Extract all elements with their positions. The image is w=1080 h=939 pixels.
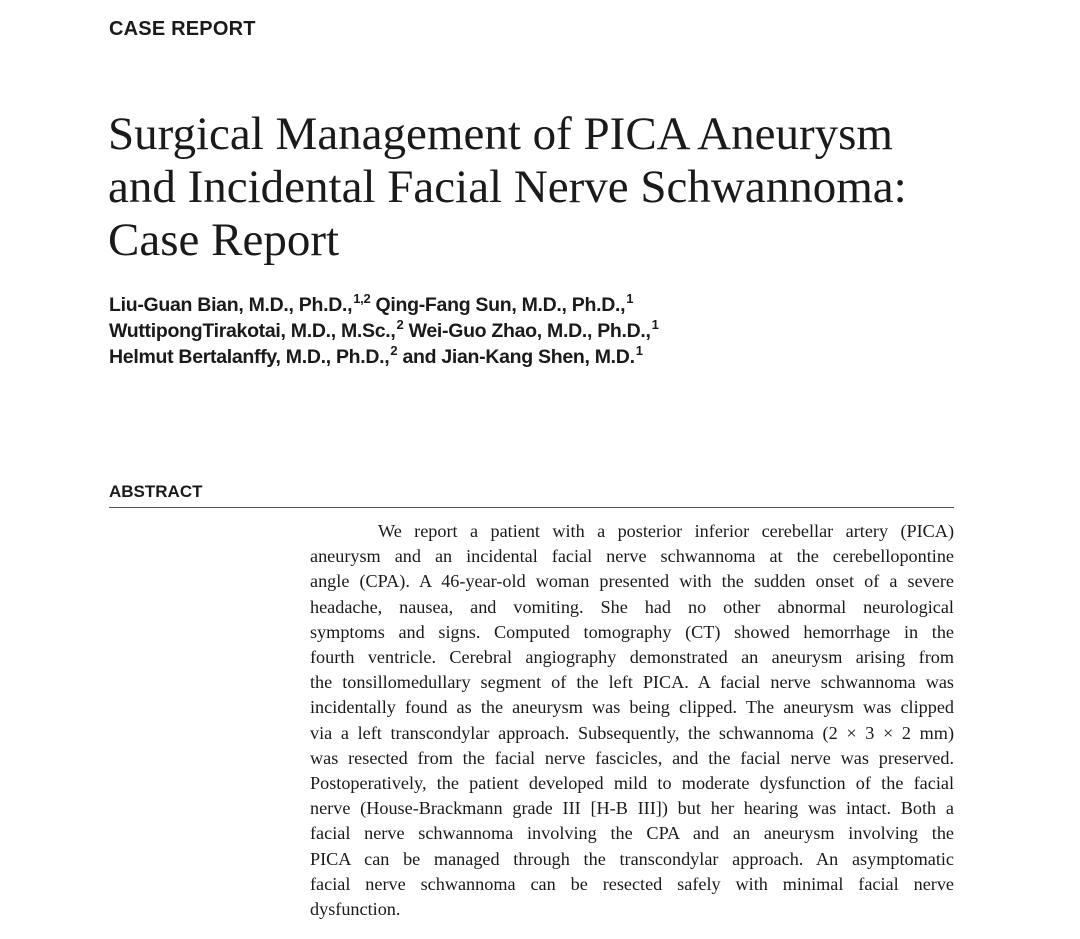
section-label: CASE REPORT (109, 18, 256, 40)
abstract-line: dysfunction. (310, 899, 401, 920)
author-line (109, 344, 659, 370)
abstract-line: was resected from the facial nerve fascicles, and the facial nerve was preserved. (310, 747, 954, 768)
abstract-line: fourth ventricle. Cerebral angiography demonstrated an aneurysm arising from (310, 647, 954, 668)
title-line: Case Report (108, 214, 340, 266)
affiliation-marker: 1 (626, 291, 634, 306)
author-name: Liu-Guan Bian, M.D., Ph.D., (109, 294, 353, 316)
affiliation-marker: 1,2 (353, 291, 371, 306)
affiliation-marker: 2 (396, 317, 404, 332)
author-name: Wei-Guo Zhao, M.D., Ph.D., (403, 320, 651, 342)
abstract-line: facial nerve schwannoma involving the CPA and an aneurysm involving the (310, 823, 954, 844)
abstract-line: Postoperatively, the patient developed mild to moderate dysfunction of the facial (310, 773, 954, 794)
abstract-line: aneurysm and an incidental facial nerve schwannoma at the cerebellopontine (310, 546, 954, 567)
author-name: Qing-Fang Sun, M.D., Ph.D., (370, 294, 626, 316)
section-divider (109, 507, 954, 508)
article-title (108, 108, 1008, 267)
abstract-line: symptoms and signs. Computed tomography (CT) showed hemorrhage in the (310, 621, 954, 642)
abstract-line: via a left transcondylar approach. Subsequently, the schwannoma (2 × 3 × 2 mm) (310, 722, 954, 743)
author-line (109, 318, 659, 344)
affiliation-marker: 1 (635, 343, 643, 358)
author-name: WuttipongTirakotai, M.D., M.Sc., (109, 320, 396, 342)
abstract-line: angle (CPA). A 46-year-old woman presented with the sudden onset of a severe (310, 571, 954, 592)
author-name: and Jian-Kang Shen, M.D. (397, 346, 635, 368)
affiliation-marker: 1 (651, 317, 659, 332)
abstract-line: facial nerve schwannoma can be resected safely with minimal facial nerve (310, 873, 954, 894)
title-line: and Incidental Facial Nerve Schwannoma: (108, 161, 907, 213)
abstract-line: PICA can be managed through the transcondylar approach. An asymptomatic (310, 848, 954, 869)
author-line (109, 292, 659, 318)
abstract-line: We report a patient with a posterior inferior cerebellar artery (PICA) (378, 521, 954, 541)
abstract-line: headache, nausea, and vomiting. She had no other abnormal neurological (310, 596, 954, 617)
affiliation-marker: 2 (390, 343, 398, 358)
abstract-line: incidentally found as the aneurysm was being clipped. The aneurysm was clipped (310, 697, 954, 718)
abstract-line: the tonsillomedullary segment of the left PICA. A facial nerve schwannoma was (310, 672, 954, 693)
abstract-line: nerve (House-Brackmann grade III [H-B III]) but her hearing was intact. Both a (310, 798, 954, 819)
abstract-body (310, 519, 954, 922)
abstract-heading: ABSTRACT (109, 482, 203, 501)
author-name: Helmut Bertalanffy, M.D., Ph.D., (109, 346, 390, 368)
author-list (109, 292, 659, 370)
title-line: Surgical Management of PICA Aneurysm (108, 108, 893, 160)
